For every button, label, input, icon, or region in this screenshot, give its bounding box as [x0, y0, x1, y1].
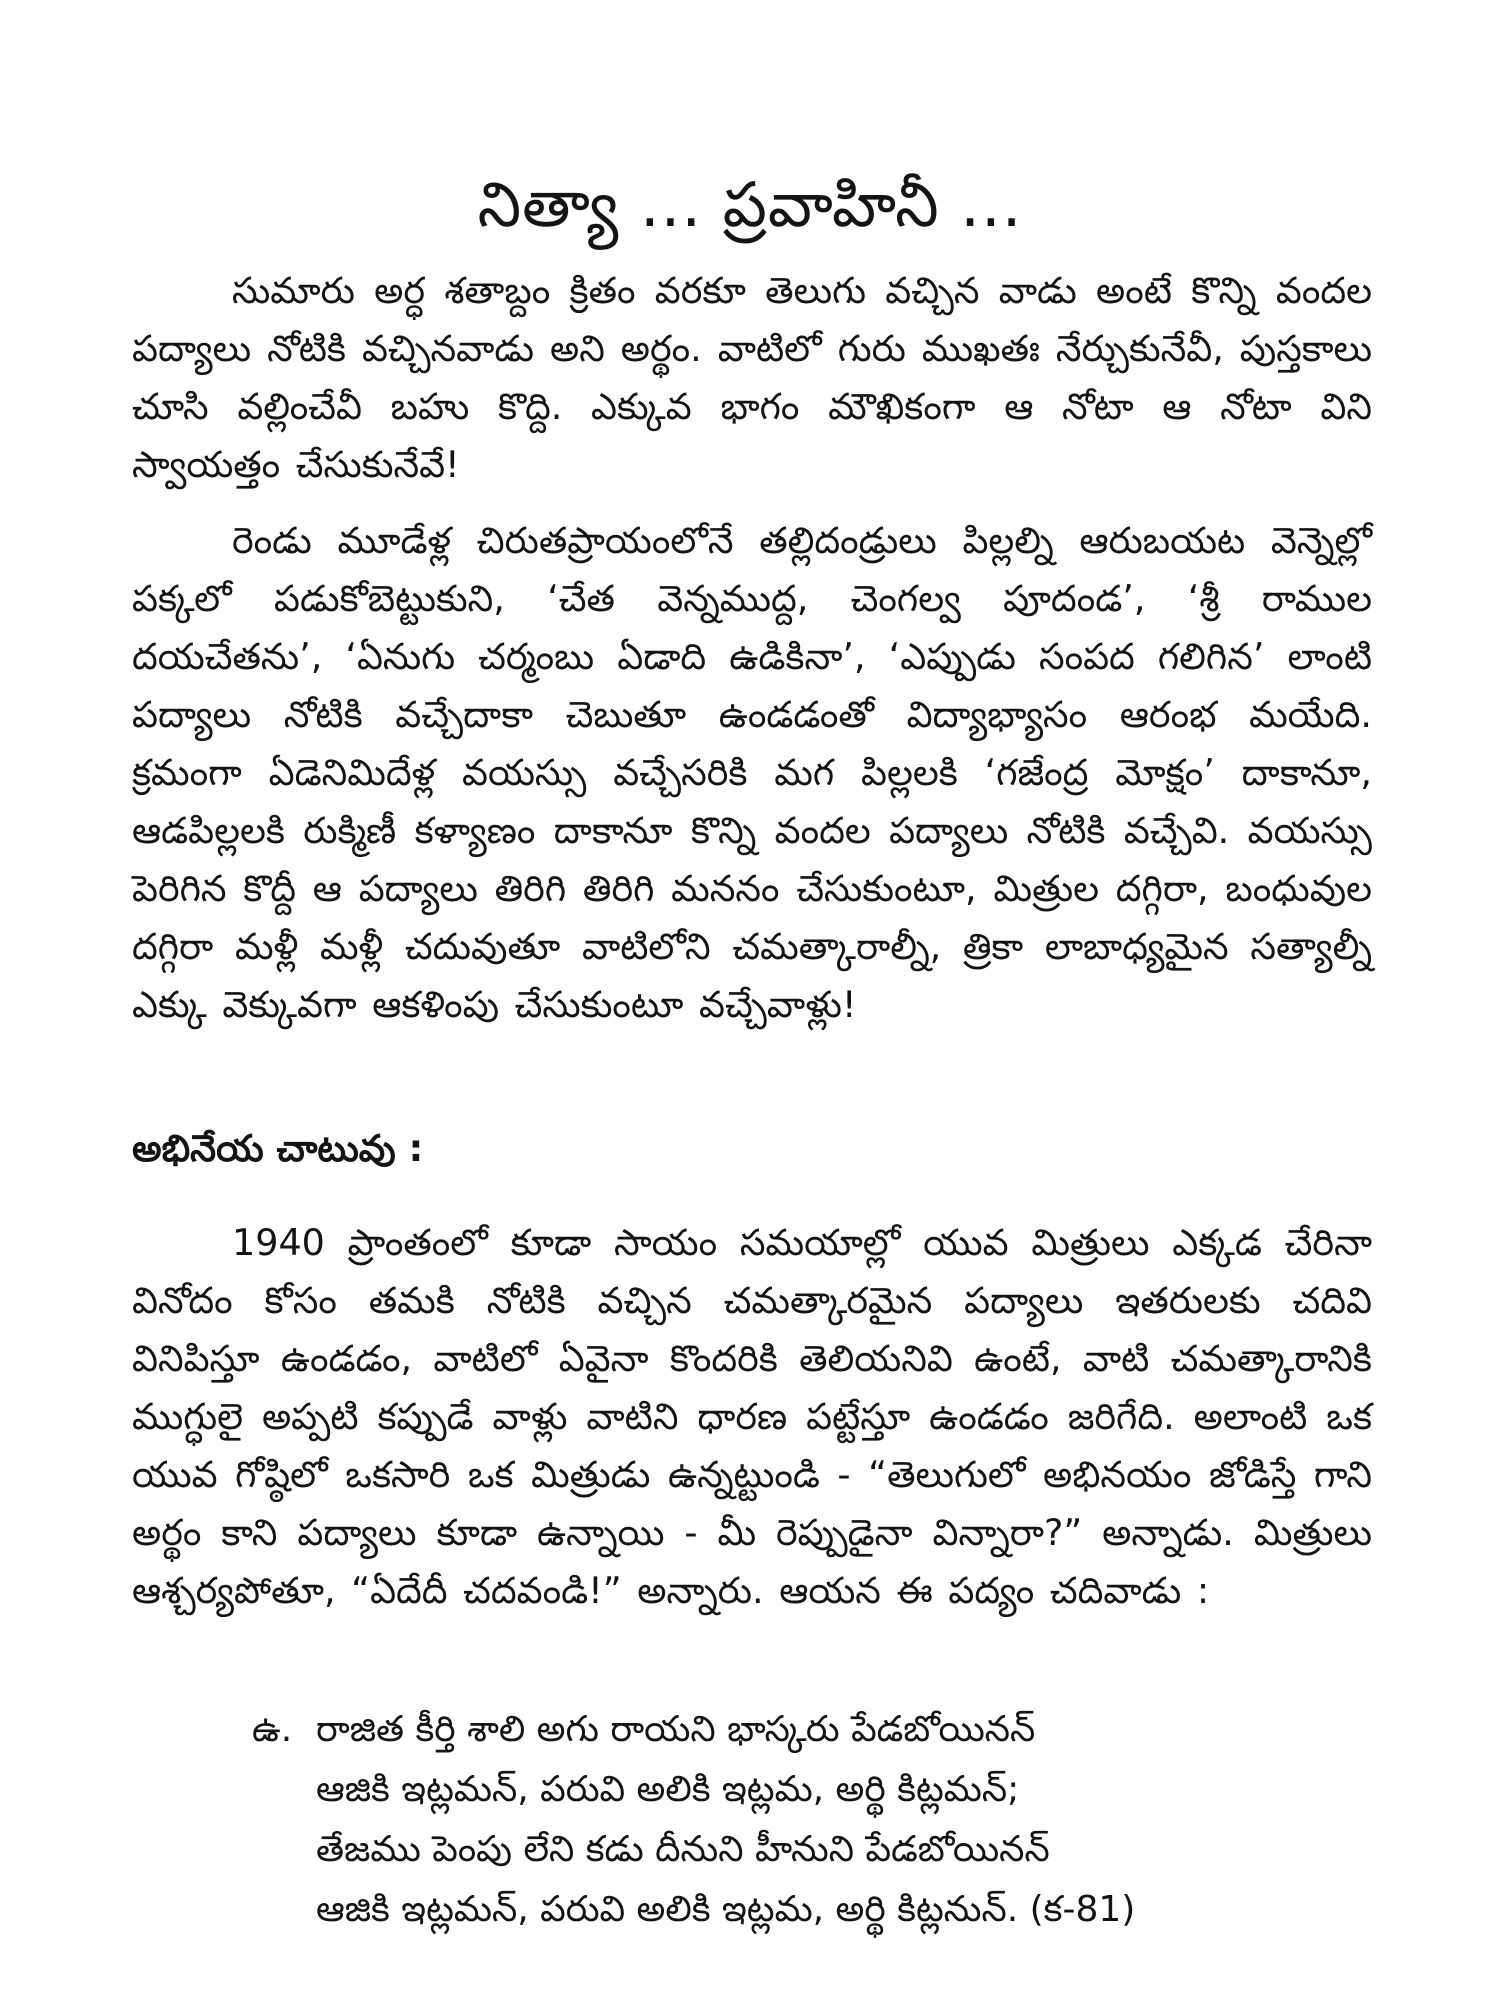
poem-line-1 [252, 1700, 1382, 1760]
poem-line-4: ఆజికి ఇట్లమన్, పరువి అలికి ఇట్లమ, అర్థి కిట్లనున్. (క-81) [316, 1889, 1136, 1930]
page-title: నిత్యా ... ప్రవాహినీ ... [477, 167, 1023, 241]
paragraph-1: సుమారు అర్ధ శతాబ్దం క్రితం వరకూ తెలుగు వచ్చిన వాడు అంటే కొన్ని వందల పద్యాలు నోటికి వచ్చినవాడు అని అర్థం. వాటిలో గురు ముఖతః నేర్చుకునేవీ, పుస్తకాలు చూసి వల్లించేవీ బహు కొద్ది. ఎక్కువ భాగం మౌఖికంగా ఆ నోటా ఆ నోటా విని స్వాయత్తం చేసుకునేవే! [132, 269, 1372, 486]
paragraph-2: రెండు మూడేళ్ల చిరుతప్రాయంలోనే తల్లిదండ్రులు పిల్లల్ని ఆరుబయట వెన్నెల్లో పక్కలో పడుకోబెట్టుకుని, ‘చేత వెన్నముద్ద, చెంగల్వ పూదండ’, ‘శ్రీ రాముల దయచేతను’, ‘ఏనుగు చర్మంబు ఏడాది ఉడికినా’, ‘ఎప్పుడు సంపద గలిగిన’ లాంటి పద్యాలు నోటికి వచ్చేదాకా చెబుతూ ఉండడంతో విద్యాభ్యాసం ఆరంభ మయేది. క్రమంగా ఏడెనిమిదేళ్ల వయస్సు వచ్చేసరికి మగ పిల్లలకి ‘గజేంద్ర మోక్షం’ దాకానూ, ఆడపిల్లలకి రుక్మిణీ కళ్యాణం దాకానూ కొన్ని వందల పద్యాలు నోటికి వచ్చేవి. వయస్సు పెరిగిన కొద్దీ ఆ పద్యాలు తిరిగి తిరిగి మననం చేసుకుంటూ, మిత్రుల దగ్గిరా, బంధువుల దగ్గిరా మళ్లీ మళ్లీ చదువుతూ వాటిలోని చమత్కారాల్నీ, త్రికా లాబాధ్యమైన సత్యాల్నీ ఎక్కు వెక్కువగా ఆకళింపు చేసుకుంటూ వచ్చేవాళ్లు! [132, 519, 1372, 1026]
section-heading: అభినేయ చాటువు : [132, 1127, 424, 1170]
poem-line-2: ఆజికి ఇట్లమన్, పరువి అలికి ఇట్లమ, అర్థి కిట్లమన్; [316, 1769, 1020, 1810]
poem-block [252, 1700, 1382, 1940]
section-paragraph: 1940 ప్రాంతంలో కూడా సాయం సమయాల్లో యువ మిత్రులు ఎక్కడ చేరినా వినోదం కోసం తమకి నోటికి వచ్చిన చమత్కారమైన పద్యాలు ఇతరులకు చదివి వినిపిస్తూ ఉండడం, వాటిలో ఏవైనా కొందరికి తెలియనివి ఉంటే, వాటి చమత్కారానికి ముగ్ధులై అప్పటి కప్పుడే వాళ్లు వాటిని ధారణ పట్టేస్తూ ఉండడం జరిగేది. అలాంటి ఒక యువ గోష్ఠిలో ఒకసారి ఒక మిత్రుడు ఉన్నట్టుండి - “తెలుగులో అభినయం జోడిస్తే గాని అర్థం కాని పద్యాలు కూడా ఉన్నాయి - మీ రెప్పుడైనా విన్నారా?” అన్నాడు. మిత్రులు ఆశ్చర్యపోతూ, “ఏదేదీ చదవండి!” అన్నారు. ఆయన ఈ పద్యం చదివాడు : [132, 1221, 1372, 1612]
poem-line-3: తేజము పెంపు లేని కడు దీనుని హీనుని పేడబోయినన్ [316, 1829, 1050, 1870]
poem-meter-marker: ఉ. [252, 1709, 293, 1750]
poem-line-text: రాజిత కీర్తి శాలి అగు రాయని భాస్కరు పేడబోయినన్ [316, 1709, 1036, 1750]
